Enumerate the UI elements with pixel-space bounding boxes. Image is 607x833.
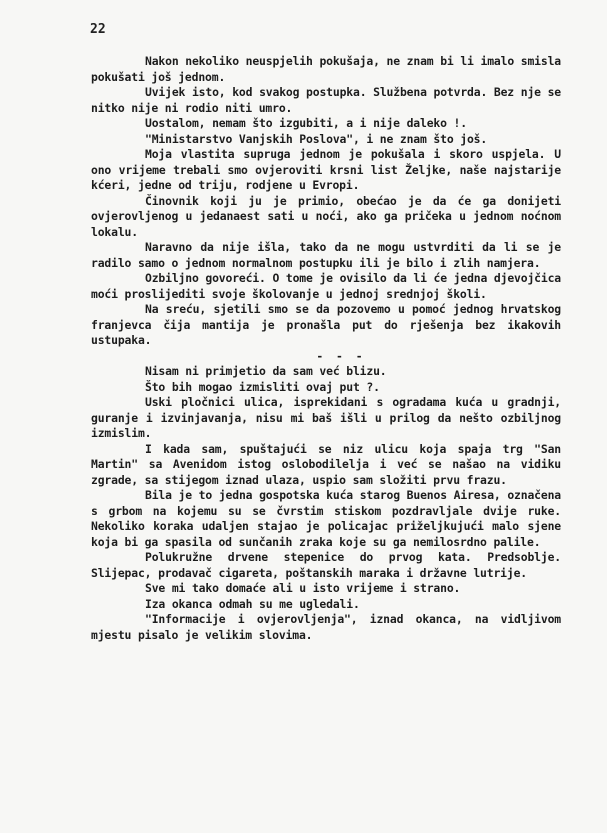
paragraph: Što bih mogao izmisliti ovaj put ?. [145, 379, 380, 394]
paragraph: I kada sam, spuštajući se niz ulicu koja spaja trg "San Martin" sa Avenidom istog oslobodilelja i već se našao na vidiku zgrade, sa stijegom iznad ulaza, uspio sam složiti prvu frazu. [91, 441, 561, 487]
paragraph: Uvijek isto, kod svakog postupka. Službena potvrda. Bez nje se nitko nije ni rodio niti umro. [91, 85, 561, 115]
page-number: 22 [90, 22, 106, 37]
paragraph: Uski pločnici ulica, isprekidani s ogradama kuća u gradnji, guranje i izvinjavanja, nisu mi baš išli u prilog da nešto ozbiljnog izmislim. [91, 395, 561, 440]
paragraph: Uostalom, nemam što izgubiti, a i nije daleko !. [145, 116, 467, 130]
paragraph: Bila je to jedna gospotska kuća starog Buenos Airesa, označena s grbom na kojemu su se čvrstim stiskom pozdravljale dvije ruke. Nekoliko koraka udaljen stajao je policajac priželjkujući malo sjene koja bi ga spasila od sunčanih zraka koje su ga nemilosrdno palile. [91, 488, 561, 549]
paragraph: Sve mi tako domaće ali u isto vrijeme i strano. [145, 581, 461, 595]
paragraph: "Informacije i ovjerovljenja", iznad okanca, na vidljivom mjestu pisalo je velikim slovima. [91, 612, 561, 642]
paragraph: Polukružne drvene stepenice do prvog kata. Predsoblje. Slijepac, prodavač cigareta, poštanskih maraka i državne lutrije. [91, 550, 561, 580]
paragraph: Nakon nekoliko neuspjelih pokušaja, ne znam bi li imalo smisla pokušati još jednom. [91, 54, 561, 84]
paragraph: Iza okanca odmah su me ugledali. [145, 596, 360, 611]
paragraph: Moja vlastita supruga jednom je pokušala i skoro uspjela. U ono vrijeme trebali smo ovjeroviti krsni list Željke, naše najstarije kćeri, jedne od triju, rodjene u Evropi. [91, 147, 561, 192]
paragraph: "Ministarstvo Vanjskih Poslova", i ne znam što još. [145, 131, 488, 146]
paragraph: Činovnik koji ju je primio, obećao je da će ga donijeti ovjerovljenog u jedanaest sati u noći, ako ga pričeka u jednom noćnom lokalu. [91, 193, 561, 239]
paragraph: Na sreću, sjetili smo se da pozovemo u pomoć jednog hrvatskog franjevca čija mantija je pronašla put do rješenja bez ikakovih ustupaka. [91, 302, 561, 347]
paragraph: Nisam ni primjetio da sam već blizu. [145, 364, 387, 378]
paragraph: Ozbiljno govoreći. O tome je ovisilo da li će jedna djevojčica moći proslijediti svoje školovanje u jednoj srednjoj školi. [91, 271, 561, 301]
page-body [91, 54, 561, 643]
section-separator: - - - [316, 348, 366, 363]
paragraph: Naravno da nije išla, tako da ne mogu ustvrditi da li se je radilo samo o jednom normalnom postupku ili je bilo i zlih namjera. [91, 240, 561, 270]
